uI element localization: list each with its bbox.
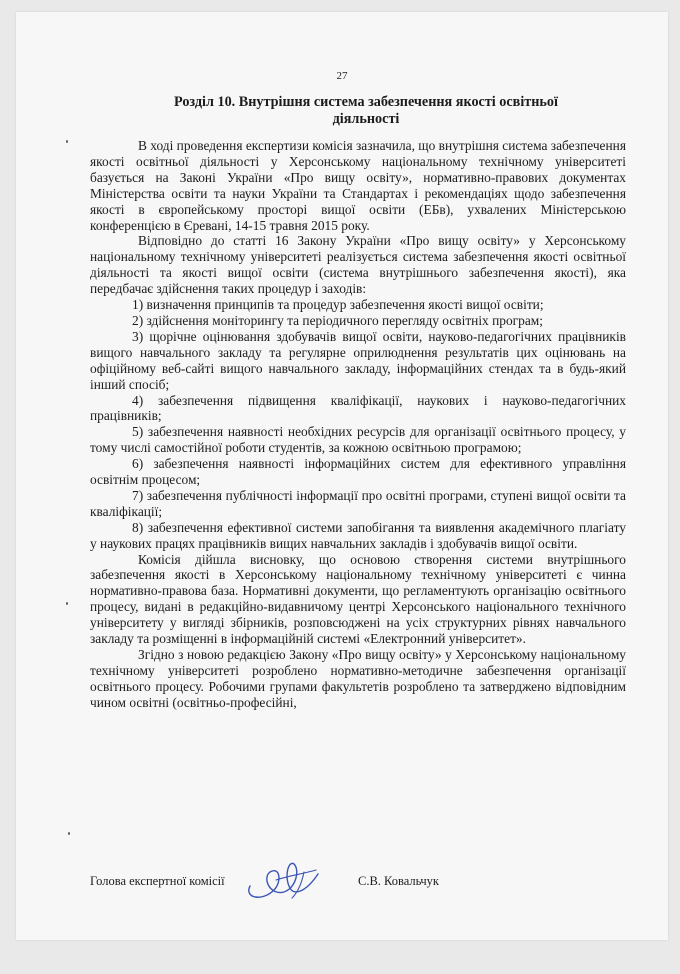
signatory-title: Голова експертної комісії (90, 874, 225, 888)
list-item: 2) здійснення моніторингу та періодичного перегляду освітніх програм; (132, 312, 543, 328)
section-heading: Розділ 10. Внутрішня система забезпечення якості освітньої діяльності (174, 94, 558, 127)
list-item: 6) забезпечення наявності інформаційних систем для ефективного управління освітнім процесом; (90, 456, 626, 488)
handwritten-signature (240, 852, 328, 908)
scan-speck (66, 140, 68, 143)
paragraph: В ході проведення експертизи комісія зазначила, що внутрішня система забезпечення якості освітньої діяльності у Херсонському національному технічному університеті базується на Законі України «Про вищу освіту», нормативно-правових документах Міністерства освіти та науки України та Стандартах і рекомендаціях щодо забезпечення якості в європейському просторі вищої освіти (ЕБв), ухвалених Міністерською конференцією в Єревані, 14-15 травня 2015 року. (90, 138, 626, 233)
list-item: 3) щорічне оцінювання здобувачів вищої освіти, науково-педагогічних працівників вищого навчального закладу та регулярне оприлюднення результатів цих оцінювань на офіційному веб-сайті вищого навчального закладу, інформаційних стендах та в будь-який інший спосіб; (90, 328, 626, 392)
list-item: 4) забезпечення підвищення кваліфікації, наукових і науково-педагогічних працівників; (90, 392, 626, 424)
signatory-name: С.В. Ковальчук (358, 874, 440, 888)
paragraph: Згідно з новою редакцією Закону «Про вищу освіту» у Херсонському національному технічному університеті розроблено нормативно-методичне забезпечення організації освітнього процесу. Робочими групами факультетів розроблено та затверджено відповідним чином освітні (освітньо-професійні, (90, 647, 626, 710)
list-item: 1) визначення принципів та процедур забезпечення якості вищої освіти; (132, 297, 544, 313)
page-number: 27 (336, 70, 348, 82)
signature-block (90, 874, 626, 914)
scan-speck (68, 832, 70, 835)
scan-speck (66, 602, 68, 605)
paragraph: Комісія дійшла висновку, що основою створення системи внутрішнього забезпечення якості в Херсонському національному технічному університеті є чинна нормативно-правова база. Нормативні документи, що регламентують організацію освітнього процесу, видані в редакційно-видавничому центрі Херсонського національного технічного університету у вигляді збірників, розповсюджені на усіх структурних рівнях навчального закладу та розміщенні в інформаційній системі «Електронний університет». (90, 551, 626, 647)
list-item: 5) забезпечення наявності необхідних ресурсів для організації освітнього процесу, у тому числі самостійної роботи студентів, за кожною освітньою програмою; (90, 424, 626, 456)
body-text (90, 138, 626, 711)
list-item: 8) забезпечення ефективної системи запобігання та виявлення академічного плагіату у наукових працях працівників вищих навчальних закладів і здобувачів вищої освіти. (90, 519, 626, 551)
document-page (16, 12, 668, 940)
list-item: 7) забезпечення публічності інформації про освітні програми, ступені вищої освіти та кваліфікації; (90, 487, 626, 519)
paragraph: Відповідно до статті 16 Закону України «Про вищу освіту» у Херсонському національному технічному університеті реалізується система забезпечення якості освітньої діяльності та якості вищої освіти (система внутрішнього забезпечення якості), яка передбачає здійснення таких процедур і заходів: (90, 233, 626, 297)
